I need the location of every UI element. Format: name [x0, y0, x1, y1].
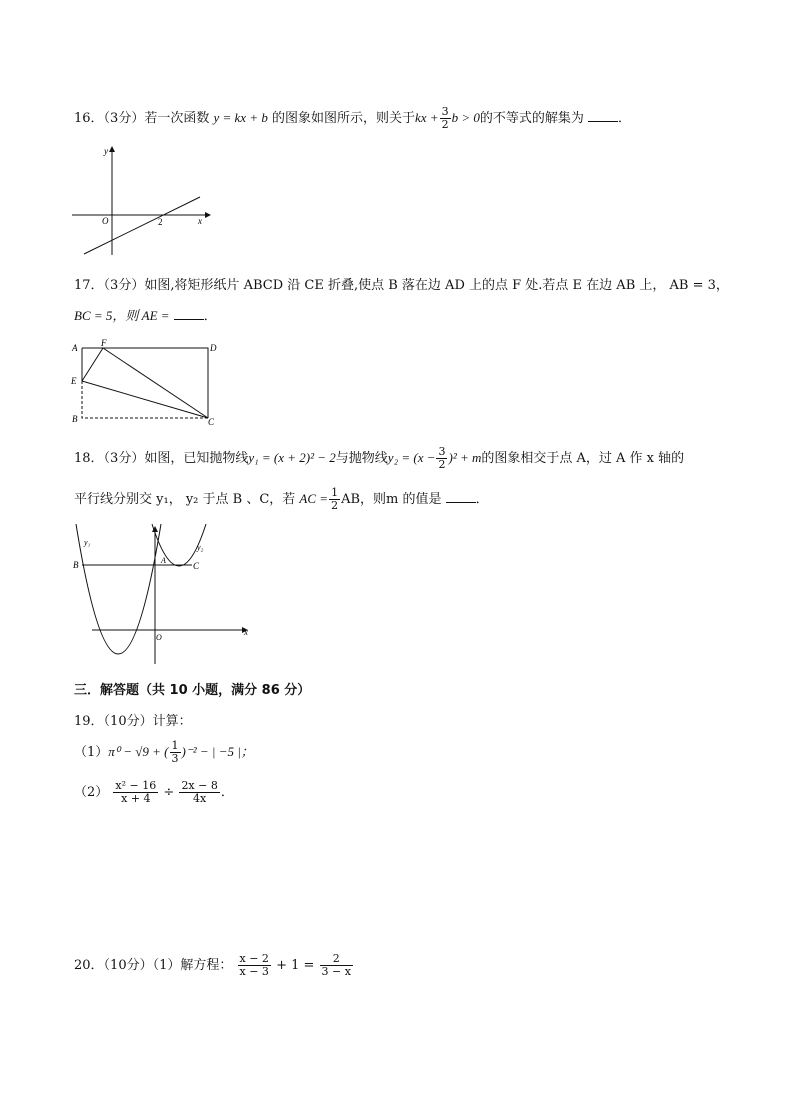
q16-inequality-a: kx +: [415, 110, 439, 125]
q19-part2-label: （2）: [74, 785, 109, 800]
q18-text-a: 如图，已知抛物线: [144, 451, 249, 466]
q19-part2-fraction2: $\frac{2x - 8}{4x}$: [181, 779, 218, 805]
q18-parabola-y2-a: y₂ = (x −: [387, 450, 436, 465]
q17-segment-ef: [82, 348, 103, 381]
question-20: [74, 953, 354, 978]
q16-answer-blank: [588, 111, 618, 122]
q17-answer-blank: [174, 309, 204, 320]
q18-ac: AC =: [299, 491, 329, 506]
q19-part2-divide: ÷: [163, 785, 175, 800]
q18-label-x: x: [244, 627, 248, 637]
q18-fraction: $\frac{3}{2}$: [438, 445, 446, 471]
q18-number: 18．: [74, 451, 104, 466]
q16-inequality-b: b > 0: [451, 110, 480, 125]
q16-text-c: 的不等式的解集为: [479, 111, 584, 126]
q18-text-b: 与抛物线: [335, 451, 388, 466]
q16-origin-label: O: [102, 216, 109, 226]
q16-function: y = kx + b: [213, 110, 268, 125]
q16-fraction: $\frac{3}{2}$: [441, 105, 449, 131]
question-18: [74, 446, 684, 471]
q16-y-label: y: [104, 146, 108, 156]
q16-figure: [70, 142, 215, 260]
q16-two-label: 2: [158, 217, 163, 227]
q20-title: 20．（10分）（1）解方程：: [74, 958, 233, 973]
question-16: 16．（3分）若一次函数 y = kx + b 的图象如图所示，则关于kx + $\frac{3}{2}$ b > 0的不等式的解集为 ．: [74, 105, 632, 131]
q20-fraction1: $\frac{x - 2}{x - 3}$: [239, 952, 269, 978]
q19-part2: （2） $\frac{\text{x² − 16}}{x + 4}$ ÷ $\frac{2x - 8}{4x}$ ．: [74, 779, 234, 805]
q16-text-a: 若一次函数: [144, 111, 210, 126]
q17-label-a: A: [72, 343, 78, 353]
q16-number: 16．: [74, 111, 104, 126]
q18-label-o: O: [156, 633, 162, 642]
q18-label-y1: y₁: [84, 538, 91, 547]
q19-title: 19．（10分）计算：: [74, 714, 192, 729]
q17-label-f: F: [101, 338, 107, 348]
q18-ac-b: AB，则m 的值是: [341, 492, 442, 507]
q18-figure: [66, 518, 256, 666]
question-18-line2: 平行线分别交 y₁， y₂ 于点 B 、C，若 AC = $\frac{1}{2}$ AB，则m 的值是 ．: [74, 486, 489, 512]
q18-text-c: 的图象相交于点 A，过 A 作 x 轴的: [481, 451, 685, 466]
q18-answer-blank: [446, 492, 476, 503]
question-17: [74, 274, 729, 293]
question-17-line2: BC = 5，则 AE = ．: [74, 308, 217, 324]
q17-figure: [66, 338, 226, 430]
q19-part1: [74, 740, 254, 765]
q18-score: （3分）: [103, 451, 145, 466]
q19-part1-expr-a: π⁰ − √9 + (: [108, 744, 169, 759]
section-3-heading: 三．解答题（共 10 小题，满分 86 分）: [74, 683, 311, 698]
q16-score: （3分）: [103, 111, 145, 126]
q18-ac-fraction: $\frac{1}{2}$: [331, 486, 339, 512]
q17-rect-top-right: [82, 348, 208, 418]
q17-label-e: E: [71, 376, 77, 386]
q19-part2-fraction1: $\frac{\text{x² − 16}}{x + 4}$: [115, 779, 157, 805]
q18-line2-a: 平行线分别交 y₁， y₂ 于点 B 、C，若: [74, 492, 296, 507]
q16-text-b: 的图象如图所示，则关于: [271, 111, 415, 126]
q18-label-a: A: [161, 556, 166, 565]
q17-segment-fc: [103, 348, 208, 418]
q18-label-c: C: [193, 561, 200, 571]
q17-score: （3分）: [103, 278, 145, 293]
q19-part1-expr-b: )⁻² − | −5 |；: [181, 744, 254, 759]
q18-label-b: B: [73, 560, 79, 570]
q19-part1-label: （1）: [74, 745, 109, 760]
q20-mid: + 1 =: [276, 958, 315, 973]
q20-fraction2: $\frac{2}{3 - x}$: [321, 952, 351, 978]
q18-parabola-y1: y₁ = (x + 2)² − 2: [248, 450, 336, 465]
q17-line1: 如图,将矩形纸片 ABCD 沿 CE 折叠,使点 B 落在边 AD 上的点 F 处.若点 E 在边 AB 上， AB = 3，: [144, 278, 729, 293]
q17-fold-line-ce: [82, 381, 208, 418]
q17-number: 17．: [74, 278, 104, 293]
q18-parabola-y2-b: )² + m: [448, 450, 482, 465]
q17-label-d: D: [210, 343, 217, 353]
q17-label-b: B: [72, 414, 78, 424]
q19-part1-fraction: $\frac{1}{3}$: [171, 739, 179, 765]
q16-y-arrow: [109, 146, 115, 152]
q17-label-c: C: [208, 417, 215, 427]
q17-line2: BC = 5，则 AE =: [74, 308, 170, 323]
q16-x-label: x: [198, 216, 202, 226]
q16-x-arrow: [205, 212, 211, 218]
q18-label-y2: y₂: [197, 543, 204, 552]
